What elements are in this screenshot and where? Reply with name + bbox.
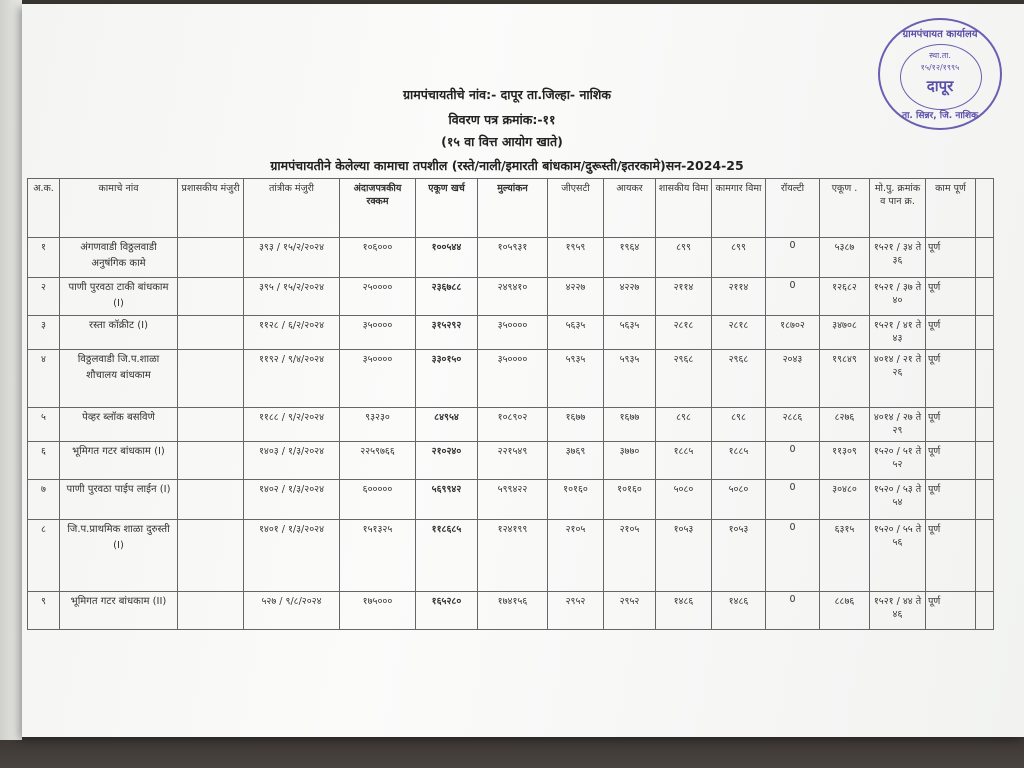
table-cell: ३७६९ [548,442,604,480]
col-header: प्रशासकीय मंजुरी [178,179,244,238]
table-cell: १६७७ [548,408,604,442]
table-cell: २५०००० [340,278,416,316]
table-cell: ४०१४ / २१ ते २६ [870,350,926,408]
table-cell [976,316,994,350]
table-row [28,592,994,630]
panchayat-title: ग्रामपंचायतीचे नांव:- दापूर ता.जिल्हा- नाशिक [403,87,611,102]
office-stamp [878,18,1002,130]
table-cell: ११८८ / ९/२/२०२४ [244,408,340,442]
work-name-cell: भूमिगत गटर बांधकाम (II) [60,592,178,630]
table-row [28,278,994,316]
table-cell: ८४९५४ [416,408,478,442]
status-cell: पूर्ण [926,480,976,520]
status-cell: पूर्ण [926,238,976,278]
table-cell: ३०४८० [820,480,870,520]
table-cell: २३६७८८ [416,278,478,316]
table-cell: ११८६८५ [416,520,478,592]
table-cell: ८९८ [712,408,766,442]
table-cell: २१०५ [604,520,656,592]
col-header: शासकीय विमा [656,179,712,238]
table-cell: ३३०१५० [416,350,478,408]
table-cell: १२४१९९ [478,520,548,592]
table-cell: १९५९ [548,238,604,278]
table-cell: ४०१४ / २७ ते २९ [870,408,926,442]
table-cell: 0 [766,592,820,630]
table-row [28,350,994,408]
table-cell: ५६९९४२ [416,480,478,520]
stamp-village: दापूर [926,77,954,95]
status-cell: पूर्ण [926,408,976,442]
status-cell: पूर्ण [926,592,976,630]
table-cell: ८८७६ [820,592,870,630]
table-cell [178,278,244,316]
table-cell: १७५००० [340,592,416,630]
table-cell: ५६३५ [604,316,656,350]
col-header: जीएसटी [548,179,604,238]
table-cell: ३५०००० [340,350,416,408]
table-cell [178,592,244,630]
work-name-cell: विठ्ठलवाडी जि.प.शाळा शौचालय बांधकाम [60,350,178,408]
table-cell: १५२० / ५५ ते ५६ [870,520,926,592]
table-cell: ८९८ [656,408,712,442]
stamp-bottom-text: ता. सिन्नर, जि. नाशिक [901,111,979,121]
col-header: अंदाजपत्रकीय रक्कम [340,179,416,238]
table-cell: १५२१ / ३७ ते ४० [870,278,926,316]
table-cell: ५०८० [656,480,712,520]
table-cell: ५६३५ [548,316,604,350]
table-row [28,480,994,520]
table-cell: ८२७६ [820,408,870,442]
table-cell [178,442,244,480]
work-name-cell: जि.प.प्राथमिक शाळा दुरुस्ती (I) [60,520,178,592]
table-cell [178,238,244,278]
table-cell: ९३२३० [340,408,416,442]
table-cell: १४०२ / १/३/२०२४ [244,480,340,520]
table-cell: ३९५ / १५/२/२०२४ [244,278,340,316]
table-cell: १६५२८० [416,592,478,630]
works-table [27,178,994,630]
table-cell [976,238,994,278]
table-cell: १०६००० [340,238,416,278]
table-cell: १९८४९ [820,350,870,408]
table-cell: १५२१ / ४४ ते ४६ [870,592,926,630]
work-name-cell: पाणी पुरवठा टाकी बांधकाम (I) [60,278,178,316]
work-name-cell: भूमिगत गटर बांधकाम (I) [60,442,178,480]
table-cell: ४ [28,350,60,408]
table-row [28,316,994,350]
table-cell: ३ [28,316,60,350]
table-cell: ३५०००० [340,316,416,350]
stamp-est-date: १५/१२/१९९५ [920,63,960,72]
table-cell [976,278,994,316]
table-cell [976,480,994,520]
table-cell: 0 [766,520,820,592]
table-cell: ६००००० [340,480,416,520]
table-cell: १०५३ [712,520,766,592]
work-name-cell: अंगणवाडी विठ्ठलवाडी अनुषंगिक कामे [60,238,178,278]
col-header: रॉयल्टी [766,179,820,238]
table-cell: १०५३ [656,520,712,592]
table-cell: ८९९ [656,238,712,278]
table-cell [976,442,994,480]
table-cell: ३१५२९२ [416,316,478,350]
table-cell: ५९३५ [548,350,604,408]
table-cell: २९५२ [604,592,656,630]
table-row [28,520,994,592]
status-cell: पूर्ण [926,316,976,350]
table-cell: ३४७०८ [820,316,870,350]
table-cell: 0 [766,480,820,520]
table-cell: १५२० / ५३ ते ५४ [870,480,926,520]
table-cell: ६३१५ [820,520,870,592]
col-header: मो.पु. क्रमांक व पान क्र. [870,179,926,238]
stamp-top-text: ग्रामपंचायत कार्यालय [902,29,978,40]
table-cell: २२५९७६६ [340,442,416,480]
table-cell [976,350,994,408]
table-cell: १५२१ / ३४ ते ३६ [870,238,926,278]
table-cell: ११९२ / ९/४/२०२४ [244,350,340,408]
table-header-row [28,179,994,238]
col-header: कामगार विमा [712,179,766,238]
work-name-cell: पाणी पुरवठा पाईप लाईन (I) [60,480,178,520]
table-cell: १०८९०२ [478,408,548,442]
statement-number: विवरण पत्र क्रमांक:-११ [448,112,556,127]
table-cell: ६ [28,442,60,480]
table-cell: ११२८ / ६/२/२०२४ [244,316,340,350]
table-cell: १०१६० [604,480,656,520]
table-cell: ३५०००० [478,316,548,350]
table-cell: २८१८ [712,316,766,350]
status-cell: पूर्ण [926,350,976,408]
table-cell: १००५४४ [416,238,478,278]
table-cell: ५९३५ [604,350,656,408]
table-cell [976,520,994,592]
table-cell: ३९३ / १५/२/२०२४ [244,238,340,278]
col-header [976,179,994,238]
table-cell: २८१८ [656,316,712,350]
table-cell: १४८६ [712,592,766,630]
table-cell: 0 [766,238,820,278]
table-cell: १६७७ [604,408,656,442]
table-cell: १४०१ / १/३/२०२४ [244,520,340,592]
table-cell [178,350,244,408]
col-header: एकूण . [820,179,870,238]
account-name: (१५ वा वित्त आयोग खाते) [441,134,563,149]
work-name-cell: रस्ता कॉक्रीट (I) [60,316,178,350]
table-cell: १०५९३१ [478,238,548,278]
table-cell [178,520,244,592]
table-cell: १४०३ / १/३/२०२४ [244,442,340,480]
table-cell: १४८६ [656,592,712,630]
table-cell: २११४ [712,278,766,316]
table-cell: ९ [28,592,60,630]
table-cell: १५२१ / ४१ ते ४३ [870,316,926,350]
col-header: अ.क. [28,179,60,238]
table-row [28,238,994,278]
table-row [28,408,994,442]
table-cell: १०१६० [548,480,604,520]
table-cell: २ [28,278,60,316]
col-header: एकूण खर्च [416,179,478,238]
table-cell: १२६८२ [820,278,870,316]
table-cell: १५१३२५ [340,520,416,592]
table-cell: ११३०९ [820,442,870,480]
table-cell: ५३८७ [820,238,870,278]
table-cell: 0 [766,278,820,316]
table-cell: २०४३ [766,350,820,408]
table-cell: २९६८ [656,350,712,408]
table-row [28,442,994,480]
table-cell: २१०५ [548,520,604,592]
table-cell: ५०८० [712,480,766,520]
table-cell: ५९९४२२ [478,480,548,520]
stamp-est-label: स्था.ता. [929,51,951,60]
col-header: तांत्रीक मंजुरी [244,179,340,238]
table-cell: २१०२४० [416,442,478,480]
table-cell [178,408,244,442]
table-cell: २९६८ [712,350,766,408]
status-cell: पूर्ण [926,520,976,592]
table-cell: ३५०००० [478,350,548,408]
table-cell: २९५२ [548,592,604,630]
table-cell: ७ [28,480,60,520]
table-cell: १७४१५६ [478,592,548,630]
table-cell: २२१५४९ [478,442,548,480]
col-header: आयकर [604,179,656,238]
table-cell: १८८५ [712,442,766,480]
status-cell: पूर्ण [926,442,976,480]
table-cell [976,592,994,630]
work-details-title: ग्रामपंचायतीने केलेल्या कामाचा तपशील (रस्ते/नाली/इमारती बांधकाम/दुरूस्ती/इतरकामे)सन-2024-25 [270,158,744,173]
table-cell: ३७७० [604,442,656,480]
table-cell: ८९९ [712,238,766,278]
table-cell: १५२० / ५१ ते ५२ [870,442,926,480]
table-cell: १ [28,238,60,278]
table-cell: १८७०२ [766,316,820,350]
col-header: कामाचे नांव [60,179,178,238]
table-cell: २११४ [656,278,712,316]
col-header: मुल्यांकन [478,179,548,238]
table-cell: ४२२७ [548,278,604,316]
table-cell [976,408,994,442]
col-header: काम पूर्ण [926,179,976,238]
table-cell [178,316,244,350]
table-cell: ८ [28,520,60,592]
table-cell: ४२२७ [604,278,656,316]
work-name-cell: पेव्हर ब्लॉक बसविणे [60,408,178,442]
table-cell: २४९४१० [478,278,548,316]
table-cell: १८८५ [656,442,712,480]
table-cell: १९६४ [604,238,656,278]
table-cell: २८८६ [766,408,820,442]
table-cell: 0 [766,442,820,480]
table-cell: ५२७ / ९/८/२०२४ [244,592,340,630]
table-cell: ५ [28,408,60,442]
status-cell: पूर्ण [926,278,976,316]
table-cell [178,480,244,520]
